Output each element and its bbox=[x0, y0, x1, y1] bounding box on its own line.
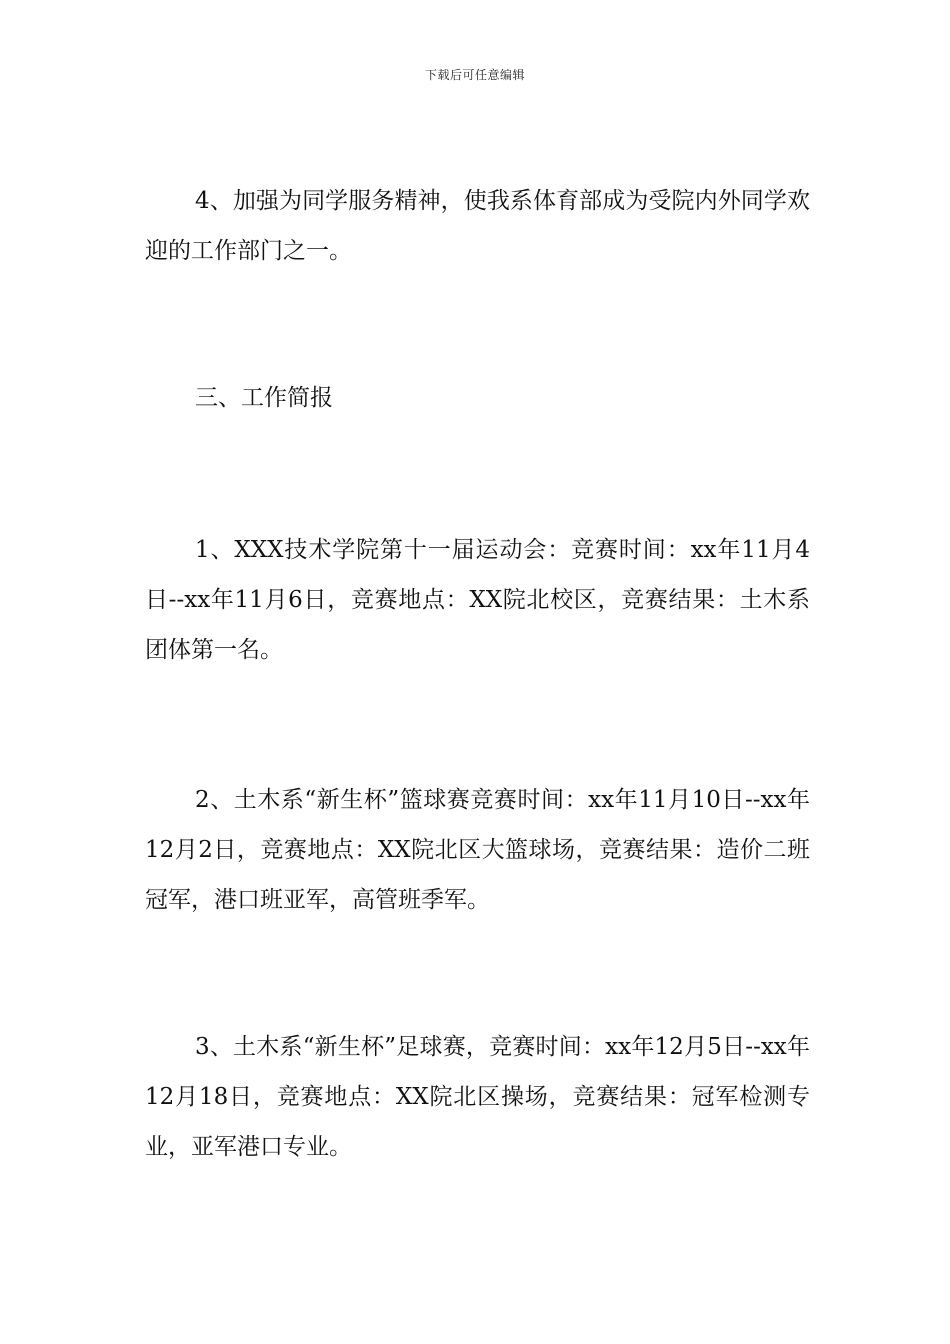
page-header: 下载后可任意编辑 bbox=[424, 68, 525, 82]
paragraph-goal-4: 4、加强为同学服务精神，使我系体育部成为受院内外同学欢迎的工作部门之一。 bbox=[145, 188, 810, 264]
paragraph-report-2: 2、土木系“新生杯”篮球赛竞赛时间：xx年11月10日--xx年12月2日，竞赛地点：XX院北区大篮球场，竞赛结果：造价二班冠军，港口班亚军，高管班季军。 bbox=[145, 787, 810, 913]
paragraph-report-3: 3、土木系“新生杯”足球赛，竞赛时间：xx年12月5日--xx年12月18日，竞赛地点：XX院北区操场，竞赛结果：冠军检测专业，亚军港口专业。 bbox=[145, 1034, 810, 1160]
section-heading-work-report: 三、工作简报 bbox=[195, 385, 333, 411]
paragraph-report-1: 1、XXX技术学院第十一届运动会：竞赛时间：xx年11月4日--xx年11月6日，竞赛地点：XX院北校区，竞赛结果：土木系团体第一名。 bbox=[145, 537, 810, 663]
